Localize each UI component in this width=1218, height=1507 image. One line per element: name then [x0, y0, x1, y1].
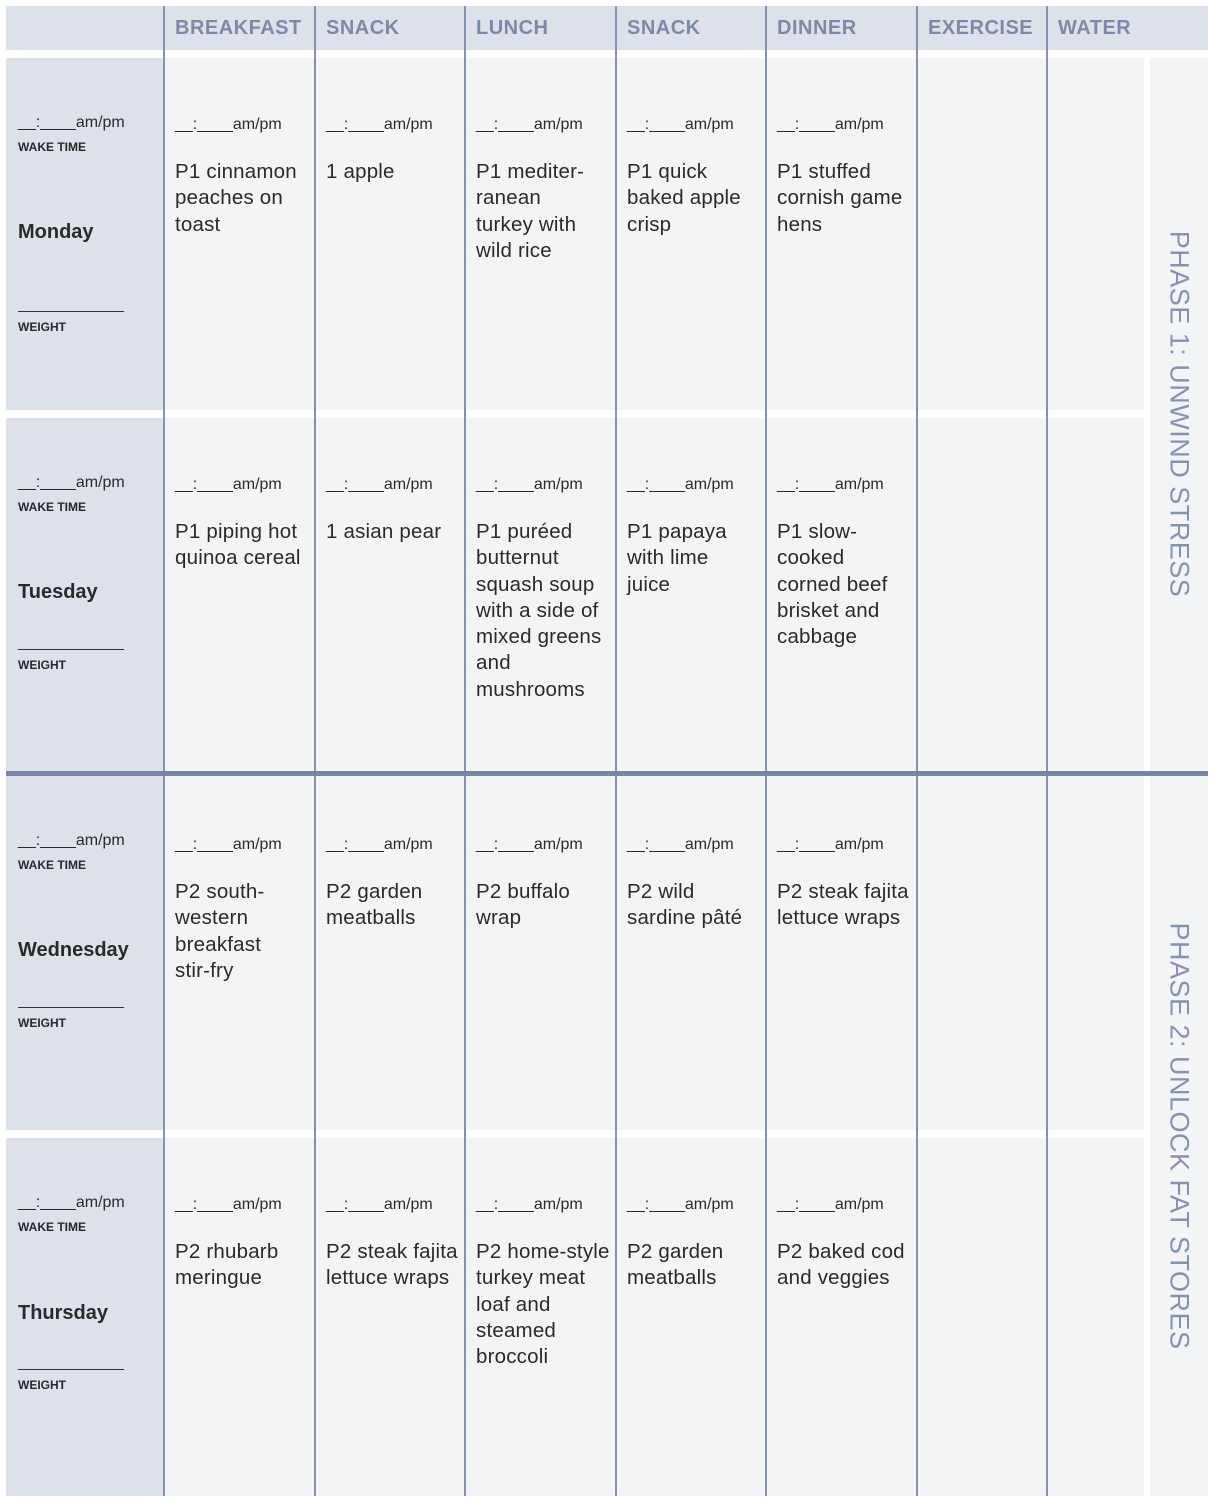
- wake-time-field[interactable]: __:____am/pm: [18, 114, 125, 131]
- meal-time-field[interactable]: __:____am/pm: [175, 476, 282, 493]
- weight-label: WEIGHT: [18, 1016, 66, 1030]
- column-header-breakfast: BREAKFAST: [175, 17, 302, 39]
- day-name: Monday: [18, 221, 94, 243]
- row-background-wednesday: [164, 776, 1144, 1130]
- wake-time-field[interactable]: __:____am/pm: [18, 832, 125, 849]
- column-header-snack-1: SNACK: [326, 17, 400, 39]
- meal-text: P1 papaya with lime juice: [627, 520, 727, 596]
- meal-time-field[interactable]: __:____am/pm: [476, 1196, 583, 1213]
- day-cell-wednesday: [6, 776, 164, 1130]
- meal-text: P1 cinnamon peaches on toast: [175, 160, 297, 236]
- column-divider: [916, 6, 918, 1496]
- wake-time-label: WAKE TIME: [18, 500, 86, 514]
- meal-time-field[interactable]: __:____am/pm: [476, 836, 583, 853]
- meal-time-field[interactable]: __:____am/pm: [326, 836, 433, 853]
- wake-time-label: WAKE TIME: [18, 858, 86, 872]
- meal-text: P2 south-western breakfast stir-fry: [175, 880, 265, 982]
- wake-time-label: WAKE TIME: [18, 140, 86, 154]
- meal-text: P1 puréed butternut squash soup with a side of mixed greens and mushrooms: [476, 520, 602, 701]
- weight-field[interactable]: [18, 1369, 124, 1370]
- meal-time-field[interactable]: __:____am/pm: [175, 836, 282, 853]
- weight-label: WEIGHT: [18, 1378, 66, 1392]
- meal-time-field[interactable]: __:____am/pm: [777, 116, 884, 133]
- wake-time-field[interactable]: __:____am/pm: [18, 474, 125, 491]
- weight-label: WEIGHT: [18, 320, 66, 334]
- meal-time-field[interactable]: __:____am/pm: [627, 476, 734, 493]
- day-name: Wednesday: [18, 939, 129, 961]
- meal-time-field[interactable]: __:____am/pm: [627, 1196, 734, 1213]
- phase-2-label: PHASE 2: UNLOCK FAT STORES: [1164, 922, 1195, 1350]
- meal-time-field[interactable]: __:____am/pm: [777, 1196, 884, 1213]
- meal-text: P2 wild sardine pâté: [627, 880, 743, 930]
- meal-text: P1 slow-cooked corned beef brisket and cabbage: [777, 520, 888, 649]
- day-cell-tuesday: [6, 418, 164, 771]
- meal-text: P1 quick baked apple crisp: [627, 160, 741, 236]
- phase-divider: [6, 771, 1208, 776]
- meal-time-field[interactable]: __:____am/pm: [326, 476, 433, 493]
- phase-1-label: PHASE 1: UNWIND STRESS: [1164, 230, 1195, 598]
- meal-text: P1 piping hot quinoa cereal: [175, 520, 301, 570]
- meal-time-field[interactable]: __:____am/pm: [476, 116, 583, 133]
- meal-text: P2 steak fajita lettuce wraps: [326, 1240, 458, 1290]
- meal-text: P2 home-style turkey meat loaf and steamed broccoli: [476, 1240, 610, 1369]
- meal-text: P2 buffalo wrap: [476, 880, 570, 930]
- weight-field[interactable]: [18, 1007, 124, 1008]
- meal-text: P2 garden meatballs: [627, 1240, 724, 1290]
- meal-text: 1 asian pear: [326, 520, 442, 543]
- column-header-water: WATER: [1058, 17, 1132, 39]
- meal-text: P1 mediter-ranean turkey with wild rice: [476, 160, 585, 262]
- meal-time-field[interactable]: __:____am/pm: [627, 116, 734, 133]
- weight-field[interactable]: [18, 649, 124, 650]
- weight-field[interactable]: [18, 311, 124, 312]
- meal-text: P2 rhubarb meringue: [175, 1240, 279, 1290]
- meal-time-field[interactable]: __:____am/pm: [175, 116, 282, 133]
- meal-text: P2 steak fajita lettuce wraps: [777, 880, 909, 930]
- day-name: Thursday: [18, 1302, 109, 1324]
- weight-label: WEIGHT: [18, 658, 66, 672]
- meal-time-field[interactable]: __:____am/pm: [777, 476, 884, 493]
- column-header-exercise: EXERCISE: [928, 17, 1034, 39]
- meal-time-field[interactable]: __:____am/pm: [627, 836, 734, 853]
- wake-time-label: WAKE TIME: [18, 1220, 86, 1234]
- meal-time-field[interactable]: __:____am/pm: [326, 1196, 433, 1213]
- meal-text: P1 stuffed cornish game hens: [777, 160, 903, 236]
- meal-text: P2 garden meatballs: [326, 880, 423, 930]
- row-background-thursday: [164, 1138, 1144, 1496]
- day-cell-monday: [6, 58, 164, 410]
- column-divider: [163, 6, 165, 1496]
- meal-text: 1 apple: [326, 160, 395, 183]
- wake-time-field[interactable]: __:____am/pm: [18, 1194, 125, 1211]
- column-divider: [615, 6, 617, 1496]
- column-divider: [464, 6, 466, 1496]
- day-name: Tuesday: [18, 581, 98, 603]
- day-cell-thursday: [6, 1138, 164, 1496]
- column-divider: [314, 6, 316, 1496]
- meal-text: P2 baked cod and veggies: [777, 1240, 905, 1290]
- column-divider: [1046, 6, 1048, 1496]
- meal-time-field[interactable]: __:____am/pm: [326, 116, 433, 133]
- meal-time-field[interactable]: __:____am/pm: [777, 836, 884, 853]
- column-divider: [765, 6, 767, 1496]
- column-header-dinner: DINNER: [777, 17, 857, 39]
- column-header-lunch: LUNCH: [476, 17, 549, 39]
- meal-time-field[interactable]: __:____am/pm: [175, 1196, 282, 1213]
- column-header-snack-2: SNACK: [627, 17, 701, 39]
- meal-time-field[interactable]: __:____am/pm: [476, 476, 583, 493]
